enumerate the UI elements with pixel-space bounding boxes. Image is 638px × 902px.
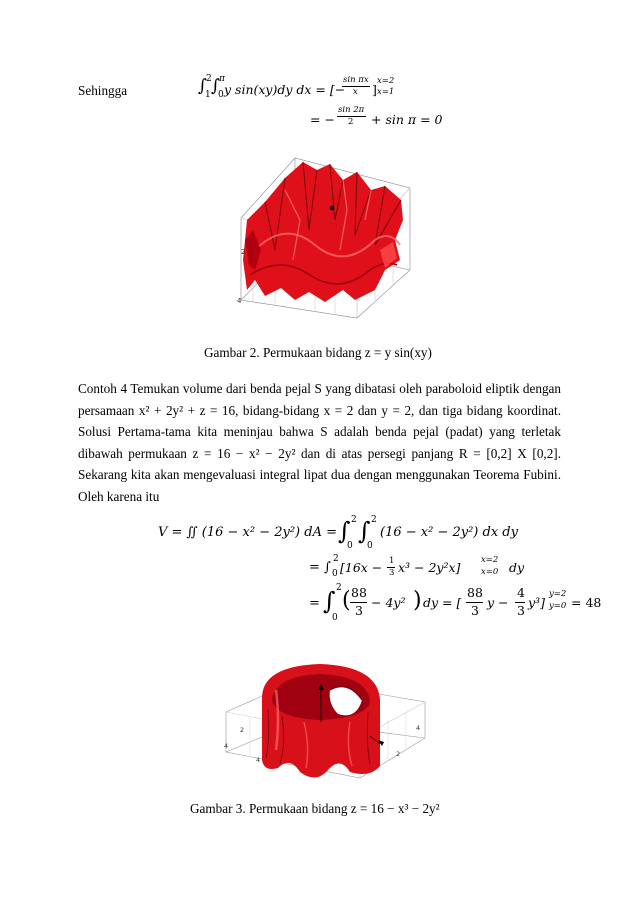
eq3-frac3-den: 3 <box>517 603 525 618</box>
figure3-tick-5: 4 <box>416 724 421 732</box>
eval-lower: x=1 <box>377 87 395 97</box>
eq3-frac1-den: 3 <box>355 603 363 618</box>
figure2-tick-4: 4 <box>237 297 242 305</box>
eq3-dy: dy = [ <box>423 595 462 610</box>
example-line-1: Contoh 4 Temukan volume dari benda pejal S yang dibatasi oleh paraboloid eliptik dengan <box>78 381 561 396</box>
figure3-surface <box>262 664 384 778</box>
example-line-2: persamaan x² + 2y² + z = 16, bidang-bidang x = 2 dan y = 2, dan tiga bidang koordinat. <box>78 402 561 418</box>
int2-lower: 0 <box>218 90 224 100</box>
eq3-start: = <box>309 596 320 611</box>
eq3-mid: − 4y² <box>371 595 406 610</box>
eq3-frac2-num: 88 <box>467 585 483 600</box>
figure3-caption: Gambar 3. Permukaan bidang z = 16 − x³ − 2y² <box>190 801 440 816</box>
sehingga-label: Sehingga <box>78 83 128 98</box>
line2-frac-den: 2 <box>348 117 354 127</box>
figure3-tick-2: 2 <box>240 726 245 734</box>
solution-line-3: Sekarang kita akan mengevaluasi integral lipat dua dengan menggunakan Teorema Fubini. <box>78 467 561 482</box>
line2-frac-num: sin 2π <box>338 105 365 115</box>
eq2-body: [16x − <box>340 560 383 575</box>
int1-lower: 1 <box>205 90 211 100</box>
eq1-int-b-upper: 2 <box>371 515 377 525</box>
eq3-eval-upper: y=2 <box>549 589 567 599</box>
figure2-surface-plot <box>225 150 415 330</box>
eq3-y3: y³] <box>528 595 545 610</box>
eq1-left: V = ∬ (16 − x² − 2y²) dA = <box>158 525 337 540</box>
solution-line-2: dibawah permukaan z = 16 − x² − 2y² dan di atas persegi panjang R = [0,2] X [0,2]. <box>78 445 561 461</box>
eq2-frac-den: 3 <box>389 568 395 578</box>
eq3-int: ∫ <box>323 587 336 615</box>
eq3-upper: 2 <box>336 583 342 593</box>
eq2-frac-num: 1 <box>389 556 395 566</box>
figure3-tick-4: 2 <box>396 750 401 758</box>
eq1-int-b-lower: 0 <box>367 541 373 551</box>
eq3-frac2-den: 3 <box>471 603 479 618</box>
integral-sign-2: ∫ <box>211 76 220 96</box>
figure2-surface <box>243 162 403 302</box>
eq1-right: (16 − x² − 2y²) dx dy <box>380 525 518 540</box>
eq1-int-a: ∫ <box>338 517 351 545</box>
figure2-caption: Gambar 2. Permukaan bidang z = y sin(xy) <box>204 345 432 360</box>
eq2-upper: 2 <box>333 554 339 564</box>
int1-upper: 2 <box>206 74 212 84</box>
eq3-y: y − <box>487 595 509 610</box>
eq2-dy: dy <box>509 560 525 575</box>
eq1-int-a-upper: 2 <box>351 515 357 525</box>
solution-paragraph <box>78 421 561 507</box>
eq3-result: = 48 <box>571 595 602 610</box>
eq1-int-b: ∫ <box>358 517 371 545</box>
integral-sign: ∫ <box>198 76 207 96</box>
eq3-paren-close: ) <box>413 588 422 613</box>
solution-line-1: Solusi Pertama-tama kita meninjau bahwa S adalah benda pejal (padat) yang terletak <box>78 424 561 439</box>
eq3-frac1-num: 88 <box>351 585 367 600</box>
eq2-eval-lower: x=0 <box>481 567 499 577</box>
line2-start: = − <box>310 112 335 127</box>
eq3-paren-open: ( <box>342 588 351 613</box>
line2-end: + sin π = 0 <box>371 112 443 127</box>
figure3-surface-plot <box>220 660 430 785</box>
frac-den: x <box>353 87 358 97</box>
figure2-tick-2: 2 <box>241 248 246 256</box>
eq1-int-a-lower: 0 <box>347 541 353 551</box>
frac-num: sin πx <box>343 75 369 85</box>
integrand: y sin(xy)dy dx = [− <box>224 82 346 97</box>
bracket-close: ] <box>372 82 377 97</box>
eq3-lower: 0 <box>332 613 338 623</box>
eq2-start: = ∫ <box>309 560 331 575</box>
example-problem-paragraph <box>78 378 561 421</box>
eq2-body2: x³ − 2y²x] <box>398 560 461 575</box>
figure3-tick-3: 4 <box>256 756 261 764</box>
eq2-eval-upper: x=2 <box>481 555 499 565</box>
eq3-frac3-num: 4 <box>517 585 525 600</box>
solution-line-4: Oleh karena itu <box>78 488 160 504</box>
eq2-lower: 0 <box>332 569 338 579</box>
figure3-tick-1: 4 <box>224 742 229 750</box>
eval-upper: x=2 <box>377 76 395 86</box>
int2-upper: π <box>219 74 225 84</box>
eq3-eval-lower: y=0 <box>549 601 567 611</box>
